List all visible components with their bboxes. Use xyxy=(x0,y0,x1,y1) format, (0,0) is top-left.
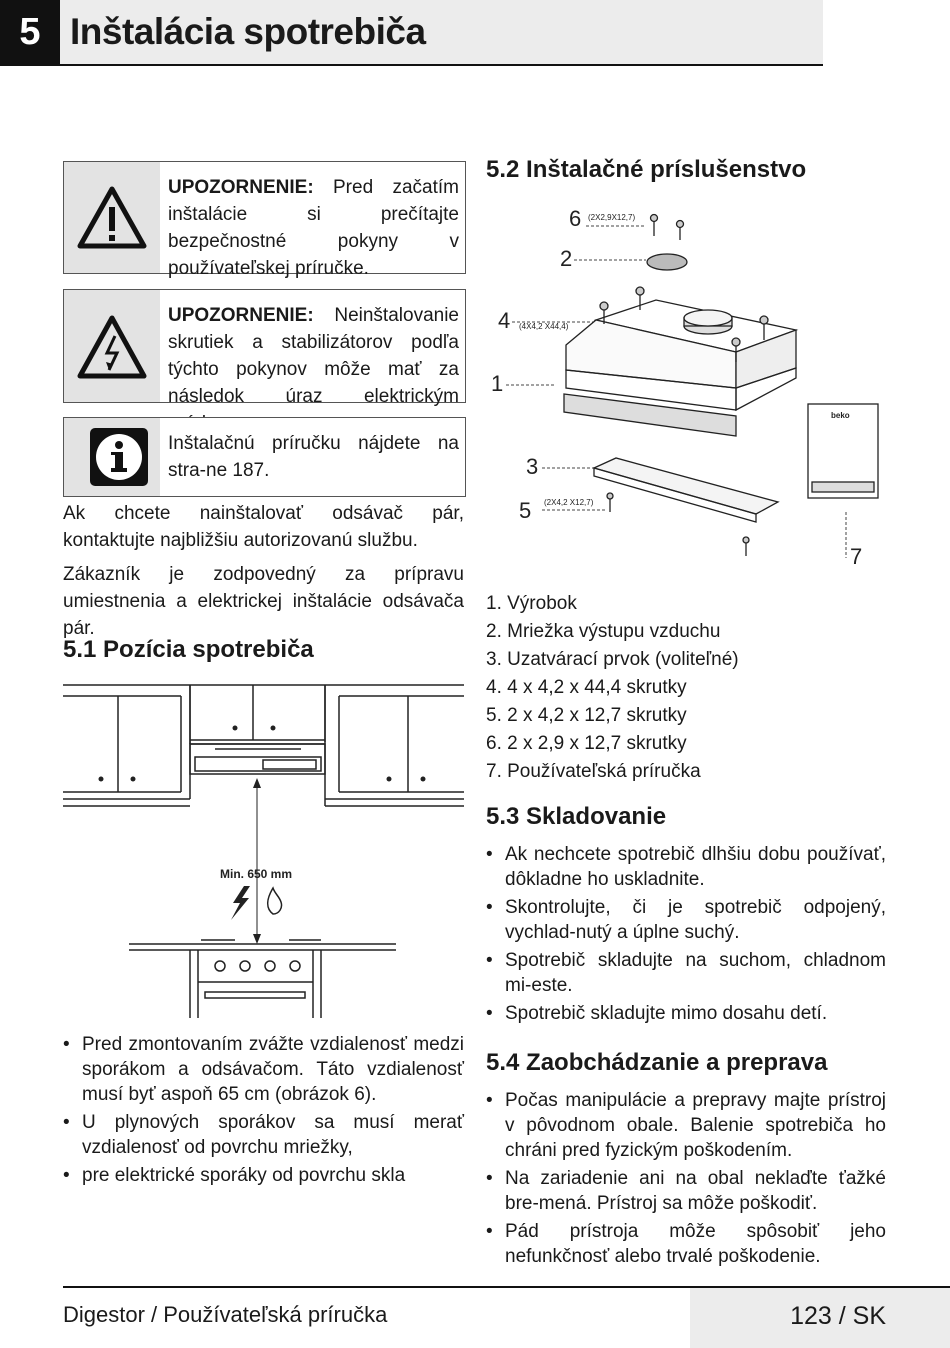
section-5-2-title: 5.2 Inštalačné príslušenstvo xyxy=(486,156,807,183)
callout-number: 1 xyxy=(491,371,504,396)
list-item: • Pred zmontovaním zvážte vzdialenosť medzi sporákom a odsávačom. Táto vzdialenosť musí byť aspoň 65 cm (obrázok 6). xyxy=(63,1032,464,1107)
section-5-1-bullets xyxy=(63,1032,464,1191)
list-item: • Pád prístroja môže spôsobiť jeho nefunkčnosť alebo trvalé poškodenie. xyxy=(486,1219,886,1269)
list-item: • pre elektrické sporáky od povrchu skla xyxy=(63,1163,464,1188)
callout-spec: (2X4,2 X12,7) xyxy=(544,498,594,507)
accessories-diagram xyxy=(486,200,886,580)
callout-number: 3 xyxy=(526,454,539,479)
chapter-title: Inštalácia spotrebiča xyxy=(70,11,426,52)
list-item: 4. 4 x 4,2 x 44,4 skrutky xyxy=(486,677,687,698)
callout-number: 5 xyxy=(519,498,532,523)
chapter-header xyxy=(0,0,823,66)
brand-logo: beko xyxy=(831,411,850,420)
intro-paragraph-2: Zákazník je zodpovedný za prípravu umiestnenia a elektrickej inštalácie odsávača pár. xyxy=(63,564,464,639)
list-item: 1. Výrobok xyxy=(486,593,577,614)
list-item: • Spotrebič skladujte mimo dosahu detí. xyxy=(486,1001,886,1026)
callout-spec: (4X4,2 X44,4) xyxy=(519,322,569,331)
intro-paragraph-1: Ak chcete nainštalovať odsávač pár, kontaktujte najbližšiu autorizovanú službu. xyxy=(63,503,464,551)
warning-text-1: UPOZORNENIE: Pred začatím inštalácie si prečítajte bezpečnostné pokyny v používateľskej príručke. xyxy=(168,177,459,279)
page-number: 123 / SK xyxy=(790,1302,886,1330)
list-item: • Spotrebič skladujte na suchom, chladnom mi-este. xyxy=(486,948,886,998)
accessories-list xyxy=(486,590,739,786)
list-item: • Počas manipulácie a prepravy majte prístroj v pôvodnom obale. Balenie spotrebiča ho chráni pred fyzickým poškodením. xyxy=(486,1088,886,1163)
footer-page-box xyxy=(690,1288,950,1348)
list-item: 2. Mriežka výstupu vzduchu xyxy=(486,621,721,642)
callout-spec: (2X2,9X12,7) xyxy=(588,213,636,222)
warning-text-2: UPOZORNENIE: Neinštalovanie skrutiek a stabilizátorov podľa týchto pokynov môže mať za následok úraz elektrickým xyxy=(168,305,459,407)
section-5-1-title: 5.1 Pozícia spotrebiča xyxy=(63,636,314,663)
info-box xyxy=(63,417,466,497)
list-item: 7. Používateľská príručka xyxy=(486,761,701,782)
callout-number: 6 xyxy=(569,206,582,231)
section-5-4-title: 5.4 Zaobchádzanie a preprava xyxy=(486,1049,828,1076)
info-icon xyxy=(64,418,160,496)
list-item: 5. 2 x 4,2 x 12,7 skrutky xyxy=(486,705,687,726)
footer-title: Digestor / Používateľská príručka xyxy=(63,1302,388,1327)
chapter-number: 5 xyxy=(0,0,60,64)
min-distance-label: Min. 650 mm xyxy=(220,867,293,881)
warning-box-1 xyxy=(63,161,466,279)
list-item: • Na zariadenie ani na obal neklaďte ťažké bre-mená. Prístroj sa môže poškodiť. xyxy=(486,1166,886,1216)
position-diagram xyxy=(63,682,464,1018)
section-5-3-title: 5.3 Skladovanie xyxy=(486,803,667,830)
info-text: Inštalačnú príručku nájdete na stra-ne 187. xyxy=(168,433,459,481)
section-5-4-bullets xyxy=(486,1088,886,1272)
section-5-3-bullets xyxy=(486,842,886,1029)
list-item: • Skontrolujte, či je spotrebič odpojený, vychlad-nutý a úplne suchý. xyxy=(486,895,886,945)
list-item: 6. 2 x 2,9 x 12,7 skrutky xyxy=(486,733,687,754)
electric-hazard-icon xyxy=(64,290,160,402)
warning-box-2 xyxy=(63,289,466,407)
list-item: 3. Uzatvárací prvok (voliteľné) xyxy=(486,649,739,670)
warning-triangle-icon xyxy=(64,162,160,273)
list-item: • U plynových sporákov sa musí merať vzdialenosť od povrchu mriežky, xyxy=(63,1110,464,1160)
callout-number: 7 xyxy=(850,544,863,569)
callout-number: 2 xyxy=(560,246,573,271)
list-item: • Ak nechcete spotrebič dlhšiu dobu používať, dôkladne ho uskladnite. xyxy=(486,842,886,892)
callout-number: 4 xyxy=(498,308,511,333)
